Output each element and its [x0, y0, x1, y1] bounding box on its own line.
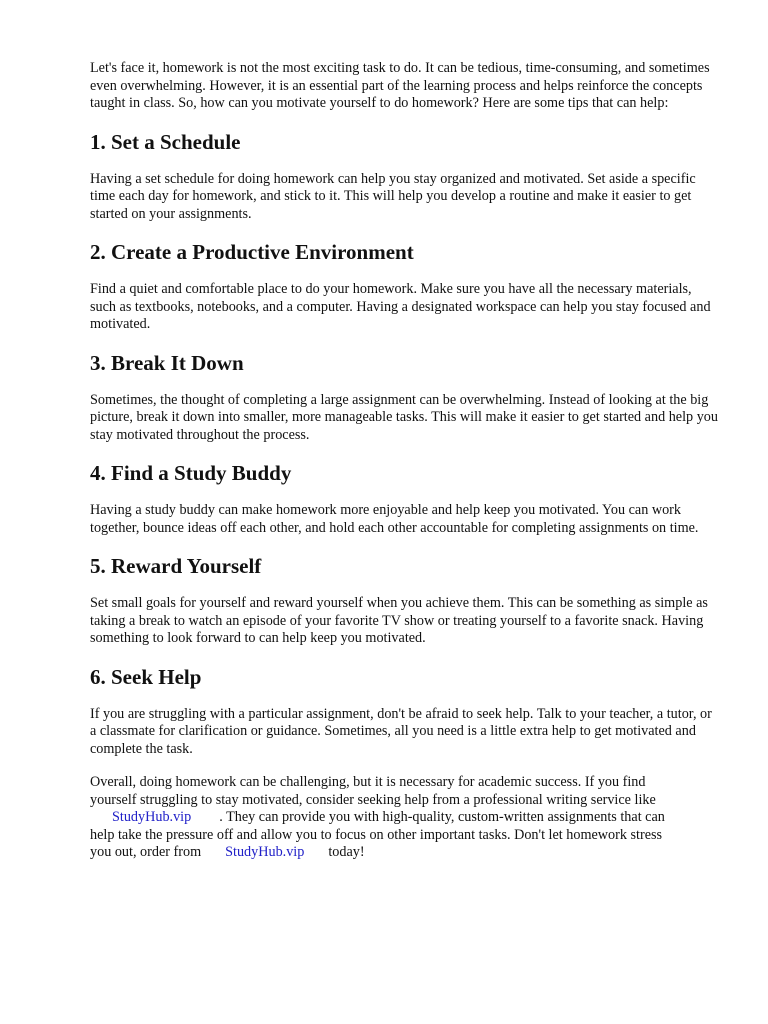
conclusion-line-5-text: you out, order from: [90, 844, 202, 860]
section-body-reward: Set small goals for yourself and reward yourself when you achieve them. This can be something as simple as taking a break to watch an episode of your favorite TV show or treating yourself to a favorite snack. Having something to look forward to can help keep you motivated.: [90, 595, 708, 646]
conclusion-line-5-end: today!: [328, 844, 365, 860]
studyhub-link-2[interactable]: StudyHub.vip: [225, 844, 305, 860]
section-heading-break-it-down: 3. Break It Down: [90, 350, 244, 375]
section-heading-study-buddy: 4. Find a Study Buddy: [90, 461, 292, 485]
conclusion-line-3: [90, 809, 720, 827]
conclusion-line-5: [90, 844, 720, 862]
section-body-seek-help: If you are struggling with a particular assignment, don't be afraid to seek help. Talk to your teacher, a tutor, or a classmate for clarification or guidance. Sometimes, all you need is a little extra help to get motivated and complete the task.: [90, 705, 712, 757]
section-heading-schedule: 1. Set a Schedule: [90, 129, 241, 154]
section-body-schedule: Having a set schedule for doing homework can help you stay organized and motivated. Set aside a specific time each day for homework, and stick to it. This will help you develop a routine and make it easier to get started on your assignments.: [90, 170, 696, 222]
section-heading-reward: 5. Reward Yourself: [90, 554, 262, 578]
conclusion-line-3-text: . They can provide you with high-quality, custom-written assignments that can: [219, 809, 665, 825]
section-heading-seek-help: 6. Seek Help: [90, 664, 202, 689]
document-page: [90, 60, 720, 862]
section-body-environment: Find a quiet and comfortable place to do your homework. Make sure you have all the necessary materials, such as textbooks, notebooks, and a computer. Having a designated workspace can help you stay focused and motivated.: [90, 281, 711, 332]
conclusion-line-1: Overall, doing homework can be challenging, but it is necessary for academic success. If you find: [90, 774, 646, 790]
section-body-break-it-down: Sometimes, the thought of completing a large assignment can be overwhelming. Instead of looking at the big picture, break it down into smaller, more manageable tasks. This will make it easier to get started and help you stay motivated throughout the process.: [90, 391, 718, 443]
section-body-study-buddy: Having a study buddy can make homework more enjoyable and help keep you motivated. You can work together, bounce ideas off each other, and hold each other accountable for completing assignments on time.: [90, 502, 699, 536]
intro-paragraph: Let's face it, homework is not the most exciting task to do. It can be tedious, time-consuming, and sometimes even overwhelming. However, it is an essential part of the learning process and helps reinforce the concepts taught in class. So, how can you motivate yourself to do homework? Here are some tips that can help:: [90, 60, 710, 111]
section-heading-environment: 2. Create a Productive Environment: [90, 240, 414, 264]
conclusion-paragraph: [90, 774, 720, 862]
studyhub-link-1[interactable]: StudyHub.vip: [112, 809, 192, 825]
conclusion-line-2: yourself struggling to stay motivated, consider seeking help from a professional writing service like: [90, 791, 656, 808]
conclusion-line-4: help take the pressure off and allow you to focus on other important tasks. Don't let homework stress: [90, 826, 663, 843]
